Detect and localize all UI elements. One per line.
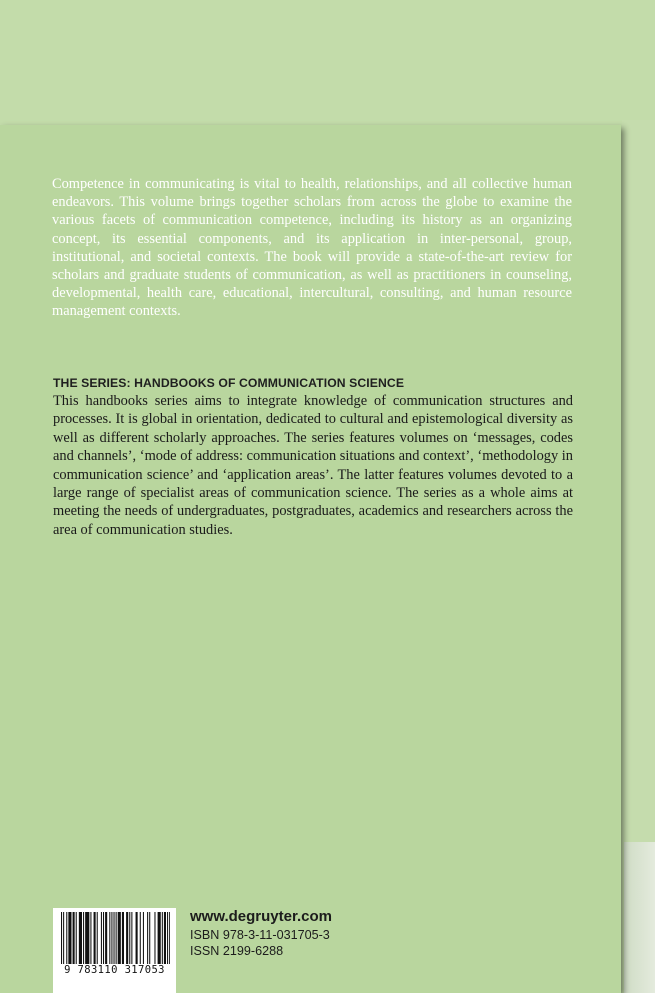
isbn-barcode — [53, 908, 176, 993]
barcode-bar — [169, 912, 170, 964]
barcode-bar — [129, 912, 130, 964]
book-blurb: Competence in communicating is vital to health, relationships, and all collective human endeavors. This volume brings together scholars from across the globe to examine the various facets of communication competence, including its history as an organizing concept, its essential components, and its application in inter-personal, group, institutional, and societal contexts. The book will provide a state-of-the-art review for scholars and graduate students of communication, as well as practitioners in counseling, developmental, health care, educational, intercultural, consulting, and human resource management contexts. — [52, 176, 572, 320]
barcode-bar — [109, 912, 110, 964]
barcode-bar — [68, 912, 71, 964]
barcode-bar — [94, 912, 96, 964]
barcode-bar — [105, 912, 107, 964]
barcode-bar — [147, 912, 148, 964]
barcode-bar — [83, 912, 84, 964]
publisher-url[interactable]: www.degruyter.com — [190, 908, 332, 925]
barcode-bar — [158, 912, 161, 964]
barcode-bar — [116, 912, 117, 964]
barcode-bar — [97, 912, 98, 964]
barcode-bar — [79, 912, 82, 964]
barcode-digits: 9 783110 317053 — [64, 964, 165, 976]
barcode-bar — [149, 912, 150, 964]
barcode-bar — [114, 912, 115, 964]
barcode-bar — [131, 912, 132, 964]
right-background-highlight — [624, 842, 655, 993]
barcode-bar — [90, 912, 91, 964]
barcode-bar — [136, 912, 138, 964]
series-heading: THE SERIES: HANDBOOKS OF COMMUNICATION SCIENCE — [53, 376, 405, 390]
publisher-info — [190, 907, 332, 959]
barcode-bar — [61, 912, 62, 964]
barcode-bar — [162, 912, 163, 964]
barcode-bar — [154, 912, 155, 964]
barcode-bar — [85, 912, 89, 964]
issn-number: ISSN 2199-6288 — [190, 944, 284, 958]
barcode-bars — [59, 912, 170, 964]
series-description: This handbooks series aims to integrate knowledge of communication structures and processes. It is global in orientation, dedicated to cultural and epistemological diversity as well as different scholarly approaches. The series features volumes on ‘messages, codes and channels’, ‘mode of address: communication situations and context’, ‘methodology in communication science’ and ‘application areas’. The latter features volumes devoted to a large range of specialist areas of communication science. The series as a whole aims at meeting the needs of undergraduates, postgraduates, academics and researchers across the area of communication studies. — [53, 393, 573, 538]
barcode-bar — [111, 912, 112, 964]
isbn-number: ISBN 978-3-11-031705-3 — [190, 928, 330, 942]
barcode-bar — [63, 912, 64, 964]
barcode-bar — [101, 912, 102, 964]
barcode-bar — [167, 912, 168, 964]
barcode-bar — [140, 912, 141, 964]
barcode-bar — [118, 912, 121, 964]
barcode-bar — [73, 912, 75, 964]
barcode-bar — [76, 912, 77, 964]
barcode-bar — [103, 912, 104, 964]
back-cover — [0, 125, 621, 993]
barcode-bar — [143, 912, 144, 964]
barcode-bar — [164, 912, 166, 964]
barcode-bar — [126, 912, 128, 964]
barcode-bar — [66, 912, 67, 964]
barcode-bar — [122, 912, 124, 964]
